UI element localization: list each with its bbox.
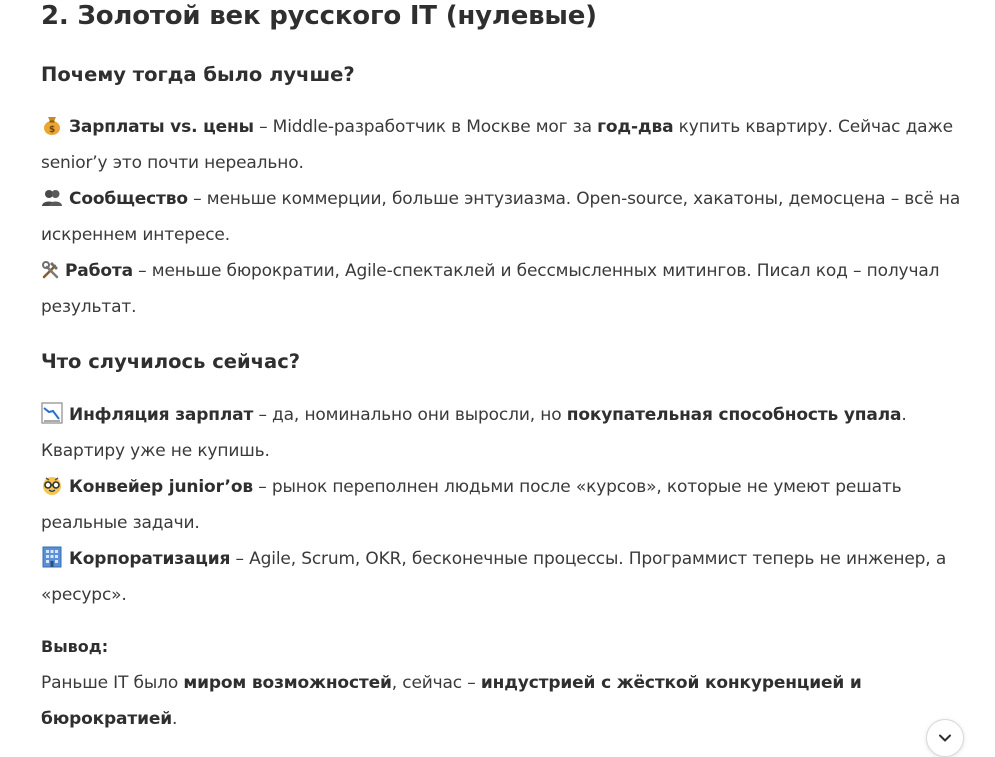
item-text: – меньше бюрократии, Agile-спектаклей и бессмысленных митингов. Писал код – получал результат. xyxy=(41,261,940,317)
item-bold-label: Работа xyxy=(65,261,133,281)
section-title: 2. Золотой век русского IT (нулевые) xyxy=(41,1,597,31)
block1-list xyxy=(41,109,976,325)
item-text: – Agile, Scrum, OKR, бесконечные процессы. Программист теперь не инженер, а «ресурс». xyxy=(41,549,947,605)
item-text: – Middle-разработчик в Москве мог за xyxy=(253,117,598,137)
item-bold-label: Зарплаты vs. цены xyxy=(69,117,254,137)
chart-decreasing-icon xyxy=(41,401,63,423)
item-bold-label: Конвейер junior’ов xyxy=(69,477,253,497)
people-icon xyxy=(41,185,63,207)
item-text: – меньше коммерции, больше энтузиазма. Open-source, хакатоны, демосцена – всё на искреннем интересе. xyxy=(41,189,961,245)
office-building-icon xyxy=(41,545,63,567)
item-text: – да, номинально они выросли, но xyxy=(253,405,567,425)
conclusion-bold-2: индустрией с жёсткой конкуренцией и бюрократией xyxy=(41,673,862,729)
conclusion-label: Вывод: xyxy=(41,637,109,656)
item-text-tail: купить квартиру. Сейчас даже senior’у это почти нереально. xyxy=(41,117,953,173)
conclusion-text xyxy=(41,665,901,737)
svg-text:$: $ xyxy=(48,125,56,135)
conclusion-text-2: , сейчас – xyxy=(391,673,481,693)
item-bold-inline: год-два xyxy=(597,117,674,137)
list-item-salaries xyxy=(41,109,976,181)
item-text: – рынок переполнен людьми после «курсов», которые не умеют решать реальные задачи. xyxy=(41,477,902,533)
list-item-inflation xyxy=(41,397,981,469)
conclusion-text-3: . xyxy=(171,709,178,729)
item-bold-label: Инфляция зарплат xyxy=(69,405,254,425)
tools-icon xyxy=(41,257,61,279)
list-item-conveyor xyxy=(41,469,981,541)
list-item-work xyxy=(41,253,976,325)
item-bold-label: Сообщество xyxy=(69,189,188,209)
nerd-face-icon xyxy=(41,473,63,495)
conclusion-bold-1: миром возможностей xyxy=(183,673,392,693)
list-item-corporatization xyxy=(41,541,981,613)
subheading-what-happened: Что случилось сейчас? xyxy=(41,350,301,373)
item-bold-label: Корпоратизация xyxy=(69,549,231,569)
item-bold-inline: покупательная способность упала xyxy=(566,405,902,425)
scroll-down-button[interactable] xyxy=(926,719,964,757)
money-bag-icon xyxy=(41,113,63,135)
item-text-tail: . Квартиру уже не купишь. xyxy=(41,405,907,461)
block2-list xyxy=(41,397,981,613)
chevron-down-icon xyxy=(936,729,954,747)
list-item-community xyxy=(41,181,976,253)
conclusion-text-1: Раньше IT было xyxy=(41,673,184,693)
subheading-why-better: Почему тогда было лучше? xyxy=(41,63,355,86)
